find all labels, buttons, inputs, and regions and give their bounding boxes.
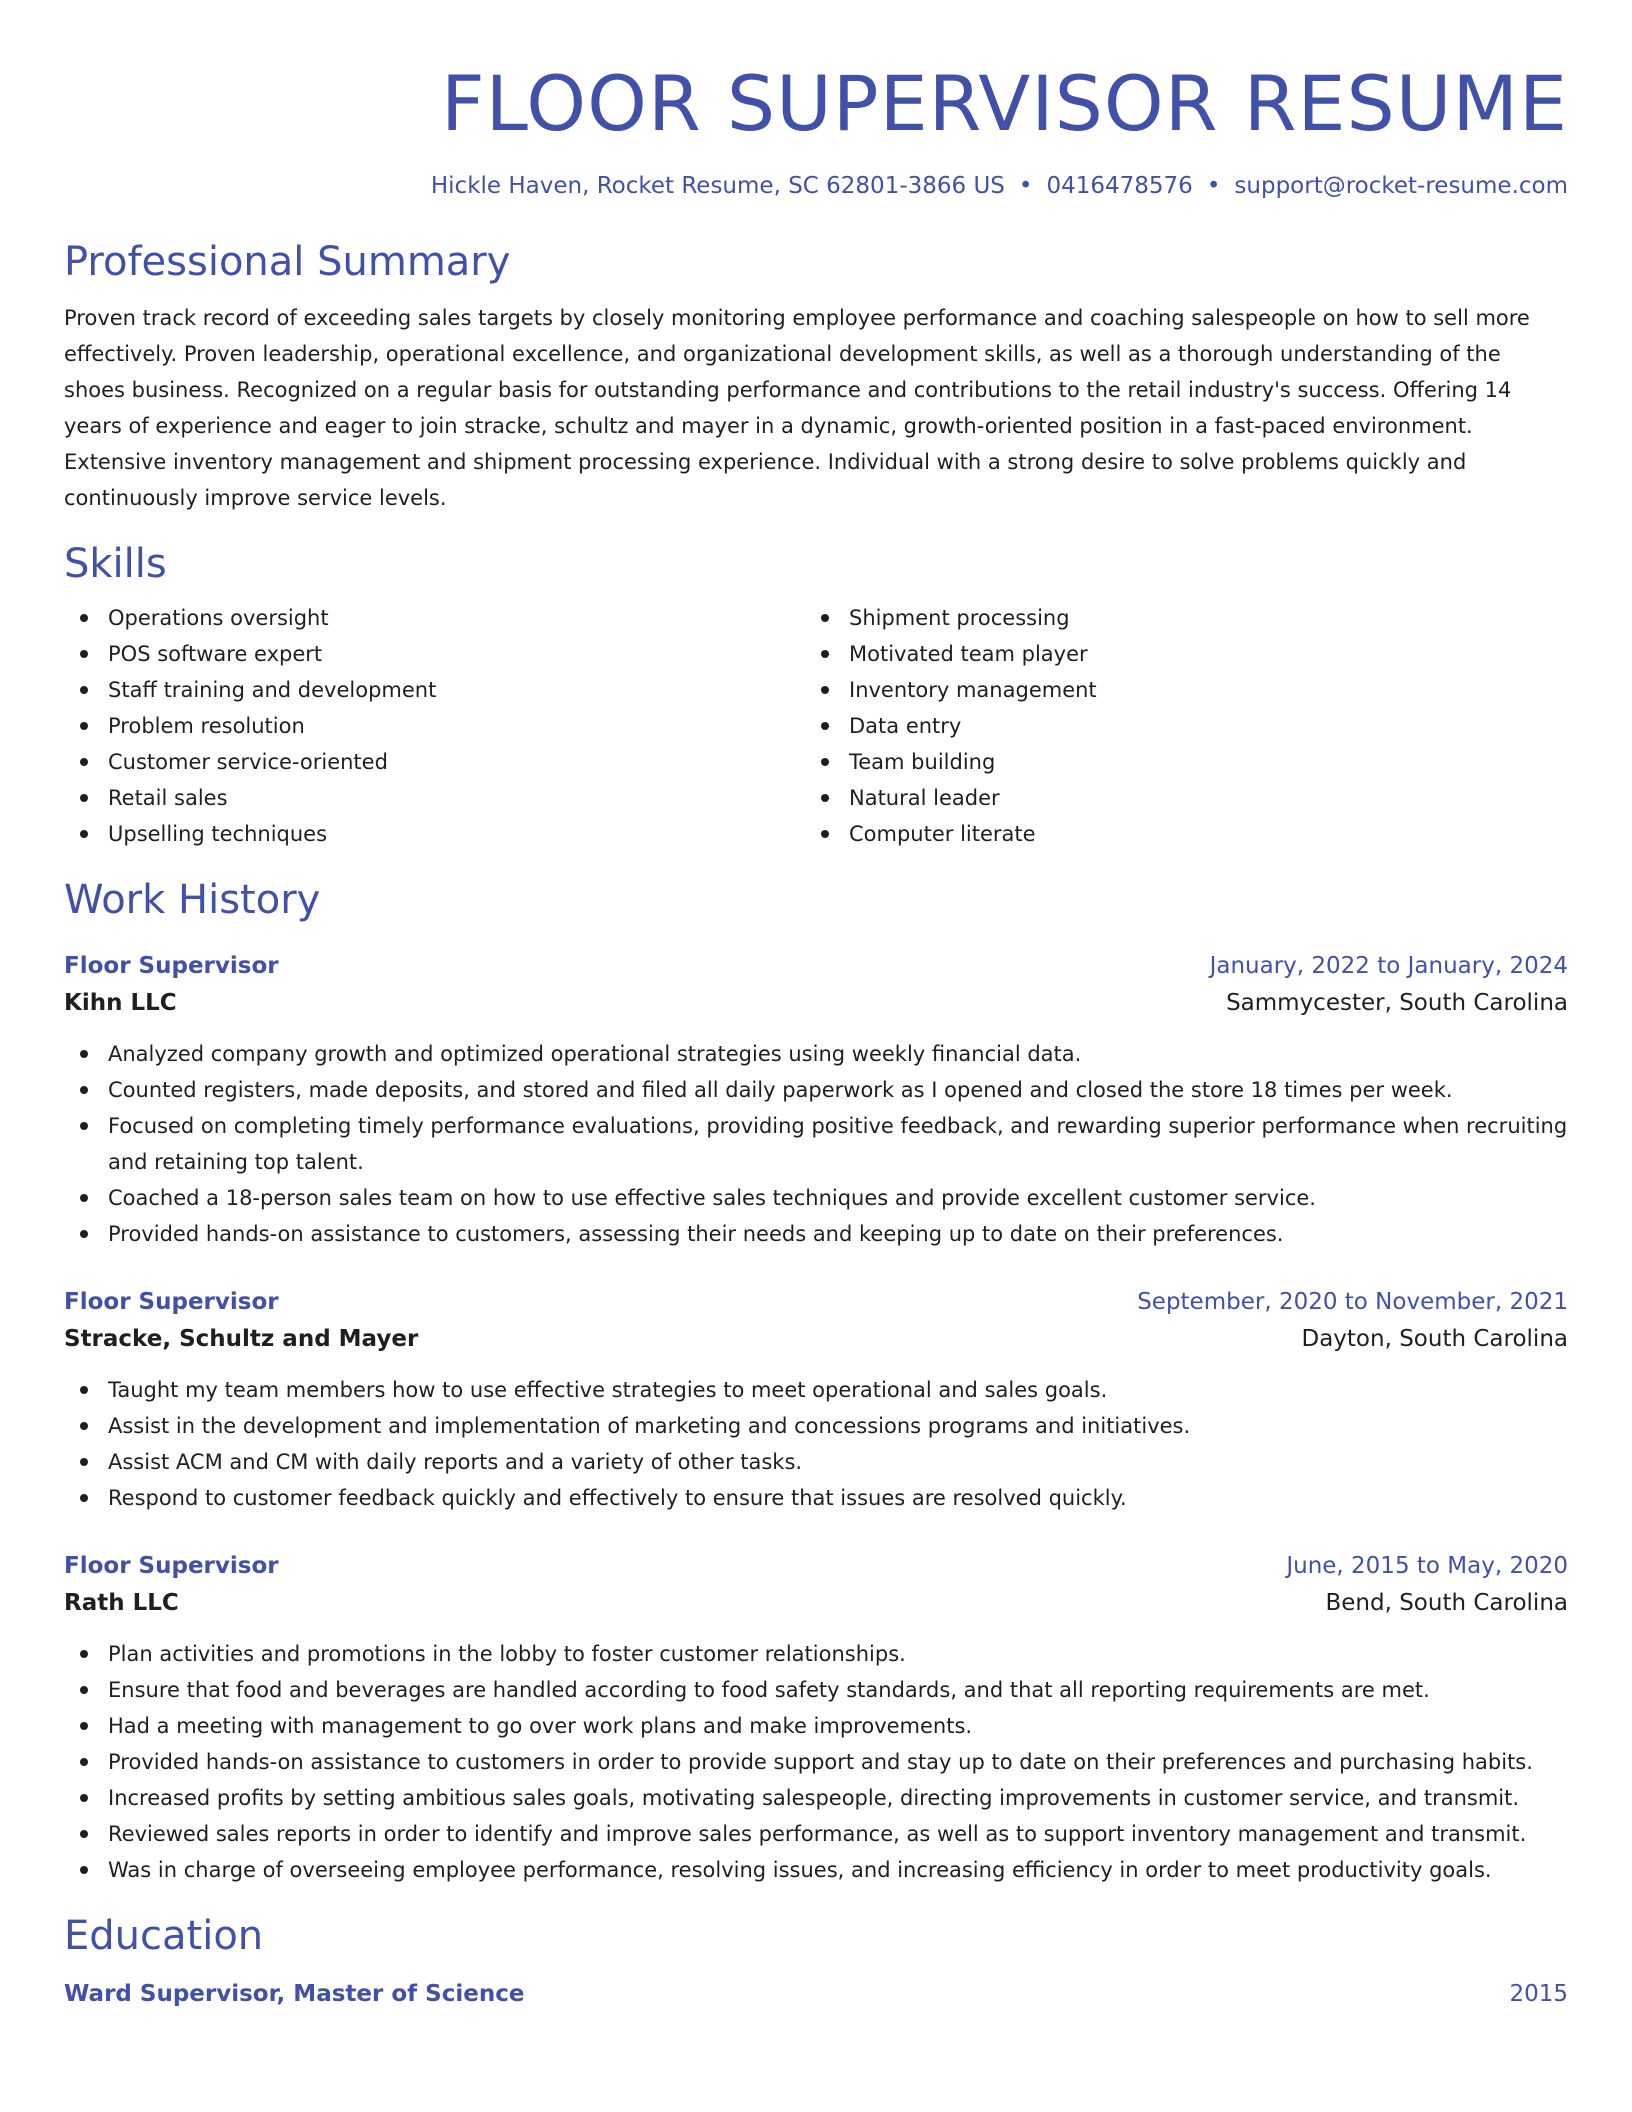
skills-list-right [805, 600, 1546, 852]
education-entry [64, 1976, 1568, 2012]
contact-separator: • [1206, 173, 1221, 199]
job-bullet: Plan activities and promotions in the lobby to foster customer relationships. [64, 1636, 1568, 1672]
skill-item: Retail sales [64, 780, 805, 816]
skill-item: Data entry [805, 708, 1546, 744]
skill-item: POS software expert [64, 636, 805, 672]
contact-line [64, 170, 1568, 202]
job-bullet: Assist ACM and CM with daily reports and a variety of other tasks. [64, 1444, 1568, 1480]
job-bullet: Assist in the development and implementation of marketing and concessions programs and initiatives. [64, 1408, 1568, 1444]
resume-title: FLOOR SUPERVISOR RESUME [440, 59, 1568, 148]
job-entry [64, 1284, 1568, 1516]
job-bullet: Provided hands-on assistance to customers, assessing their needs and keeping up to date on their preferences. [64, 1216, 1568, 1252]
job-company: Kihn LLC [64, 990, 177, 1016]
job-bullet: Ensure that food and beverages are handled according to food safety standards, and that all reporting requirements are met. [64, 1672, 1568, 1708]
education-section [64, 1908, 1568, 2012]
skill-item: Shipment processing [805, 600, 1546, 636]
skills-section [64, 536, 1568, 852]
skill-item: Problem resolution [64, 708, 805, 744]
job-bullet: Respond to customer feedback quickly and effectively to ensure that issues are resolved quickly. [64, 1480, 1568, 1516]
skill-item: Upselling techniques [64, 816, 805, 852]
job-bullet: Analyzed company growth and optimized operational strategies using weekly financial data. [64, 1036, 1568, 1072]
skills-columns [64, 600, 1568, 852]
job-bullet: Counted registers, made deposits, and stored and filed all daily paperwork as I opened and closed the store 18 times per week. [64, 1072, 1568, 1108]
job-bullet: Taught my team members how to use effective strategies to meet operational and sales goals. [64, 1372, 1568, 1408]
skill-item: Motivated team player [805, 636, 1546, 672]
skill-item: Customer service-oriented [64, 744, 805, 780]
job-bullets [64, 1372, 1568, 1516]
contact-phone: 0416478576 [1046, 173, 1193, 199]
education-degree: Ward Supervisor, Master of Science [64, 1981, 525, 2007]
job-bullet: Increased profits by setting ambitious sales goals, motivating salespeople, directing improvements in customer service, and transmit. [64, 1780, 1568, 1816]
job-location: Bend, South Carolina [1325, 1590, 1568, 1616]
job-title: Floor Supervisor [64, 953, 279, 979]
skill-item: Staff training and development [64, 672, 805, 708]
job-header [64, 948, 1568, 984]
job-bullet: Coached a 18-person sales team on how to use effective sales techniques and provide excellent customer service. [64, 1180, 1568, 1216]
skill-item: Inventory management [805, 672, 1546, 708]
summary-text: Proven track record of exceeding sales targets by closely monitoring employee performance and coaching salespeople on how to sell more effectively. Proven leadership, operational excellence, and organizational development skills, as well as a thorough understanding of the shoes business. Recognized on a regular basis for outstanding performance and contributions to the retail industry's success. Offering 14 years of experience and eager to join stracke, schultz and mayer in a dynamic, growth-oriented position in a fast-paced environment. Extensive inventory management and shipment processing experience. Individual with a strong desire to solve problems quickly and continuously improve service levels. [64, 306, 1530, 510]
job-bullets [64, 1036, 1568, 1252]
contact-address: Hickle Haven, Rocket Resume, SC 62801-3866 US [430, 173, 1005, 199]
professional-summary-section [64, 234, 1568, 516]
job-location: Sammycester, South Carolina [1226, 990, 1568, 1016]
section-heading: Skills [64, 541, 167, 587]
section-heading: Education [64, 1913, 264, 1959]
section-heading: Work History [64, 877, 321, 923]
job-subheader [64, 984, 1568, 1022]
job-header [64, 1548, 1568, 1584]
job-header [64, 1284, 1568, 1320]
skill-item: Operations oversight [64, 600, 805, 636]
job-dates: January, 2022 to January, 2024 [1209, 953, 1568, 979]
job-bullets [64, 1636, 1568, 1888]
contact-separator: • [1018, 173, 1033, 199]
job-company: Stracke, Schultz and Mayer [64, 1326, 419, 1352]
skill-item: Team building [805, 744, 1546, 780]
job-title: Floor Supervisor [64, 1553, 279, 1579]
job-bullet: Was in charge of overseeing employee performance, resolving issues, and increasing efficiency in order to meet productivity goals. [64, 1852, 1568, 1888]
education-year: 2015 [1509, 1981, 1568, 2007]
work-history-section [64, 872, 1568, 1888]
skill-item: Computer literate [805, 816, 1546, 852]
section-heading: Professional Summary [64, 239, 511, 285]
job-entry [64, 1548, 1568, 1888]
job-entry [64, 948, 1568, 1252]
job-dates: September, 2020 to November, 2021 [1137, 1289, 1568, 1315]
contact-email: support@rocket-resume.com [1234, 173, 1568, 199]
job-bullet: Had a meeting with management to go over work plans and make improvements. [64, 1708, 1568, 1744]
job-dates: June, 2015 to May, 2020 [1286, 1553, 1568, 1579]
job-bullet: Reviewed sales reports in order to identify and improve sales performance, as well as to support inventory management and transmit. [64, 1816, 1568, 1852]
job-subheader [64, 1584, 1568, 1622]
job-location: Dayton, South Carolina [1301, 1326, 1568, 1352]
job-company: Rath LLC [64, 1590, 179, 1616]
job-subheader [64, 1320, 1568, 1358]
skills-list-left [64, 600, 805, 852]
job-title: Floor Supervisor [64, 1289, 279, 1315]
skill-item: Natural leader [805, 780, 1546, 816]
job-bullet: Provided hands-on assistance to customers in order to provide support and stay up to date on their preferences and purchasing habits. [64, 1744, 1568, 1780]
job-bullet: Focused on completing timely performance evaluations, providing positive feedback, and rewarding superior performance when recruiting and retaining top talent. [64, 1108, 1568, 1180]
